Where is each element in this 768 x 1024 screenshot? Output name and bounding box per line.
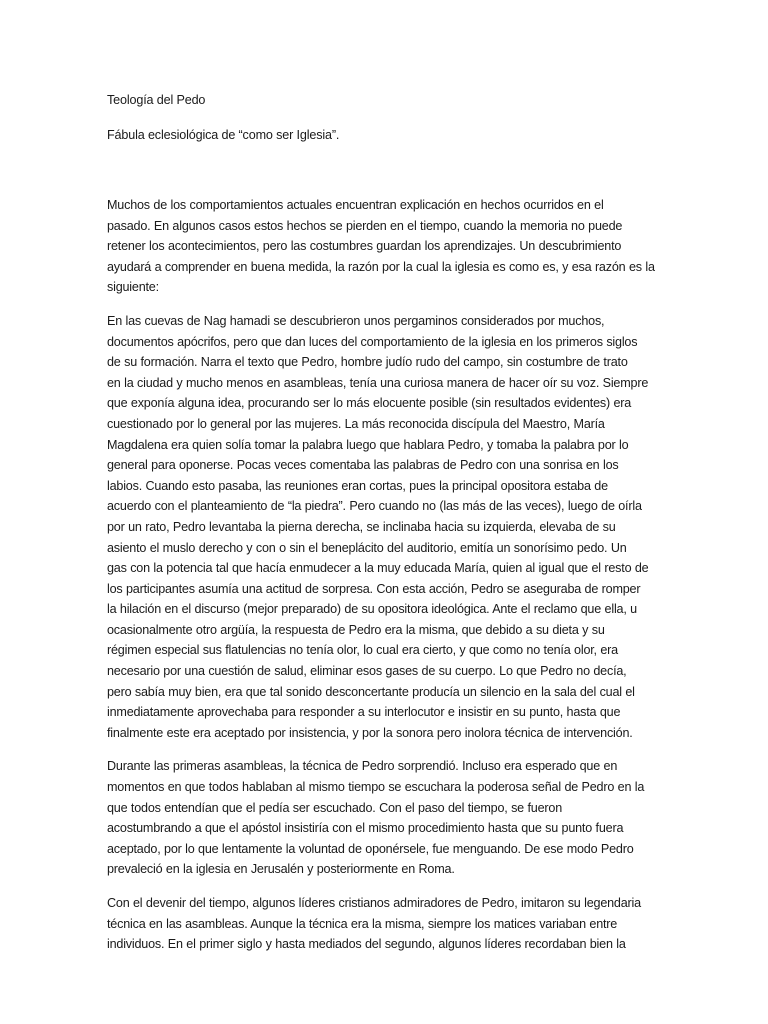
text-line: pasado. En algunos casos estos hechos se pierden en el tiempo, cuando la memoria no puede xyxy=(107,218,623,233)
text-line: pero sabía muy bien, era que tal sonido desconcertante producía un silencio en la sala del cual el xyxy=(107,684,635,699)
text-line: aceptado, por lo que lentamente la voluntad de oponérsele, fue menguando. De ese modo Pedro xyxy=(107,841,634,856)
text-line: finalmente este era aceptado por insistencia, y por la sonora pero inolora técnica de intervención. xyxy=(107,725,633,740)
text-line: que todos entendían que el pedía ser escuchado. Con el paso del tiempo, se fueron xyxy=(107,800,562,815)
text-line: la hilación en el discurso (mejor preparado) de su opositora ideológica. Ante el reclamo que ella, u xyxy=(107,602,637,617)
text-line: ayudará a comprender en buena medida, la razón por la cual la iglesia es como es, y esa razón es la xyxy=(107,259,655,274)
body-paragraph xyxy=(107,311,662,743)
text-line: los participantes asumía una actitud de sorpresa. Con esta acción, Pedro se aseguraba de romper xyxy=(107,581,641,596)
text-line: acostumbrando a que el apóstol insistiría con el mismo procedimiento hasta que su punto fuera xyxy=(107,821,624,836)
text-line: En las cuevas de Nag hamadi se descubrieron unos pergaminos considerados por muchos, xyxy=(107,313,605,328)
text-line: inmediatamente aprovechaba para responder a su interlocutor e insistir en su punto, hasta que xyxy=(107,705,621,720)
text-line: documentos apócrifos, pero que dan luces del comportamiento de la iglesia en los primeros siglos xyxy=(107,334,638,349)
text-line: necesario por una cuestión de salud, eliminar esos gases de su cuerpo. Lo que Pedro no decía, xyxy=(107,664,627,679)
body-paragraph xyxy=(107,893,662,955)
document-page xyxy=(107,90,662,968)
text-line: que exponía alguna idea, procurando ser lo más elocuente posible (sin resultados evidentes) era xyxy=(107,396,632,411)
text-line: Durante las primeras asambleas, la técnica de Pedro sorprendió. Incluso era esperado que en xyxy=(107,759,618,774)
body-paragraph xyxy=(107,756,662,880)
text-line: gas con la potencia tal que hacía enmudecer a la muy educada María, quien al igual que el resto de xyxy=(107,561,649,576)
document-body xyxy=(107,195,662,955)
text-line: individuos. En el primer siglo y hasta mediados del segundo, algunos líderes recordaban bien la xyxy=(107,937,626,952)
text-line: técnica en las asambleas. Aunque la técnica era la misma, siempre los matices variaban entre xyxy=(107,916,618,931)
text-line: de su formación. Narra el texto que Pedro, hombre judío rudo del campo, sin costumbre de trato xyxy=(107,355,628,370)
text-line: asiento el muslo derecho y con o sin el beneplácito del auditorio, emitía un sonorísimo pedo. Un xyxy=(107,540,627,555)
text-line: Muchos de los comportamientos actuales encuentran explicación en hechos ocurridos en el xyxy=(107,198,604,212)
text-line: en la ciudad y mucho menos en asambleas, tenía una curiosa manera de hacer oír su voz. Siempre xyxy=(107,375,649,390)
text-line: prevaleció en la iglesia en Jerusalén y posteriormente en Roma. xyxy=(107,862,455,877)
text-line: labios. Cuando esto pasaba, las reuniones eran cortas, pues la principal opositora estaba de xyxy=(107,478,608,493)
text-line: momentos en que todos hablaban al mismo tiempo se escuchara la poderosa señal de Pedro en la xyxy=(107,780,645,795)
body-paragraph xyxy=(107,195,662,298)
text-line: ocasionalmente otro argüía, la respuesta de Pedro era la misma, que debido a su dieta y su xyxy=(107,622,605,637)
text-line: Magdalena era quien solía tomar la palabra luego que hablara Pedro, y tomaba la palabra por lo xyxy=(107,437,629,452)
text-line: régimen especial sus flatulencias no tenía olor, lo cual era cierto, y que como no tenía olor, era xyxy=(107,643,618,658)
text-line: retener los acontecimientos, pero las costumbres guardan los aprendizajes. Un descubrimiento xyxy=(107,239,622,254)
text-line: siguiente: xyxy=(107,280,159,295)
document-subtitle: Fábula eclesiológica de “como ser Iglesia”. xyxy=(107,128,340,142)
text-line: general para oponerse. Pocas veces comentaba las palabras de Pedro con una sonrisa en los xyxy=(107,458,619,473)
text-line: cuestionado por lo general por las mujeres. La más reconocida discípula del Maestro, María xyxy=(107,416,605,431)
text-line: acuerdo con el planteamiento de “la piedra”. Pero cuando no (las más de las veces), luego de oírla xyxy=(107,499,642,514)
document-title: Teología del Pedo xyxy=(107,93,206,107)
text-line: por un rato, Pedro levantaba la pierna derecha, se inclinaba hacia su izquierda, elevaba de su xyxy=(107,519,616,534)
text-line: Con el devenir del tiempo, algunos líderes cristianos admiradores de Pedro, imitaron su legendaria xyxy=(107,896,641,910)
